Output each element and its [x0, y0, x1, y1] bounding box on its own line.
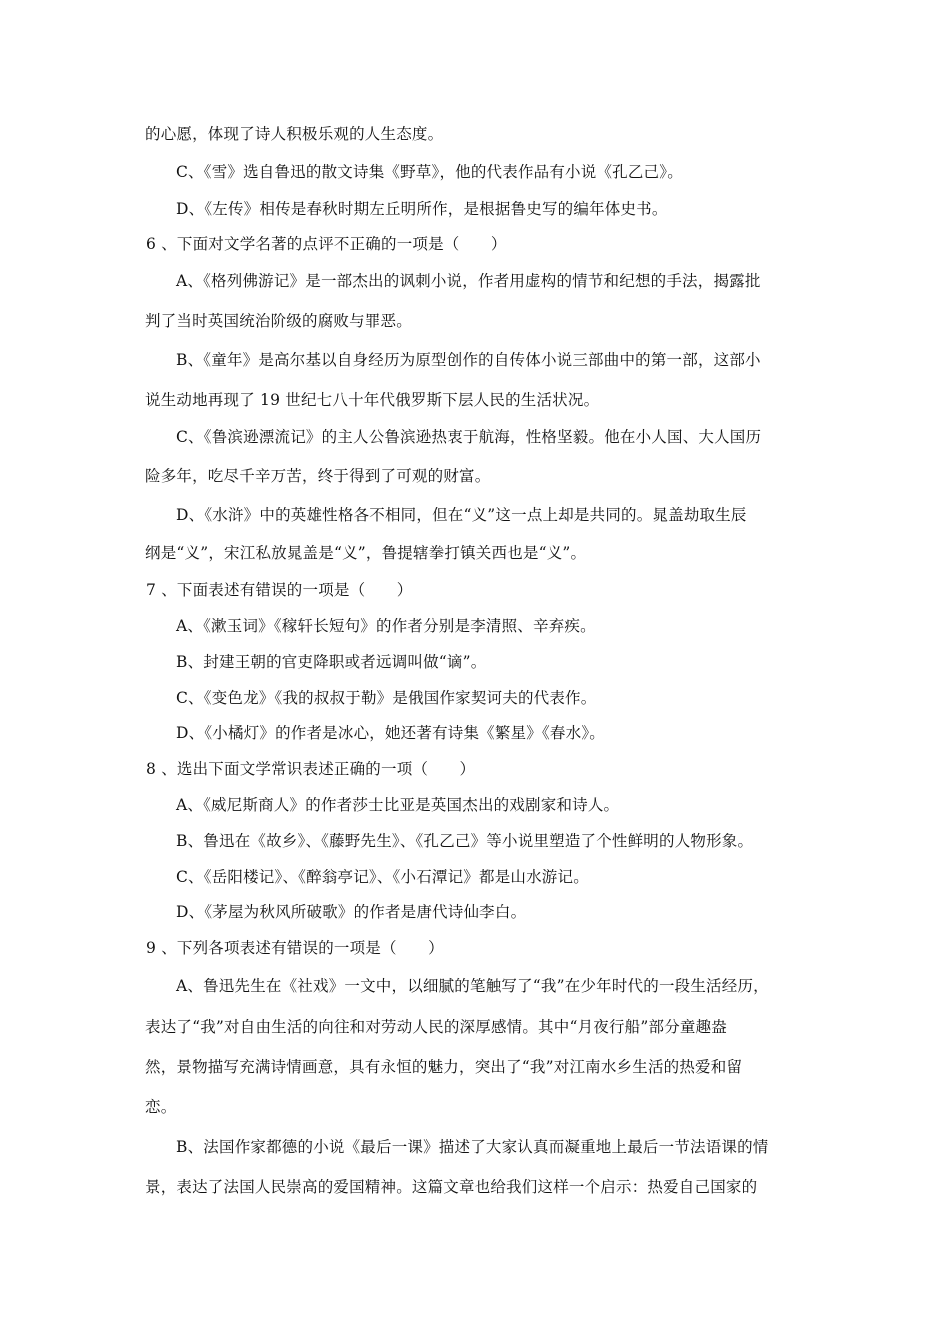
- option-b-q7: B、封建王朝的官吏降职或者远调叫做“谪”。: [176, 653, 487, 671]
- text-line: 然，景物描写充满诗情画意，具有永恒的魅力，突出了“我”对江南水乡生活的热爱和留: [145, 1058, 743, 1076]
- question-8: 8 、选出下面文学常识表述正确的一项（ ）: [146, 760, 476, 778]
- option-a-q8: A、《威尼斯商人》的作者莎士比亚是英国杰出的戏剧家和诗人。: [176, 796, 620, 814]
- text-line: 表达了“我”对自由生活的向往和对劳动人民的深厚感情。其中“月夜行船”部分童趣盎: [145, 1018, 727, 1036]
- option-a-q6: A、《格列佛游记》是一部杰出的讽刺小说，作者用虚构的情节和纪想的手法，揭露批: [176, 272, 761, 290]
- option-a-q7: A、《漱玉词》《稼轩长短句》的作者分别是李清照、辛弃疾。: [176, 617, 596, 635]
- text-line: 纲是“义”，宋江私放晁盖是“义”，鲁提辖拳打镇关西也是“义”。: [145, 544, 587, 562]
- option-c-q8: C、《岳阳楼记》、《醉翁亭记》、《小石潭记》都是山水游记。: [176, 868, 589, 886]
- text-line: 险多年，吃尽千辛万苦，终于得到了可观的财富。: [145, 467, 491, 485]
- option-b-q9: B、法国作家都德的小说《最后一课》描述了大家认真而凝重地上最后一节法语课的情: [176, 1138, 769, 1156]
- option-c-q7: C、《变色龙》《我的叔叔于勒》是俄国作家契诃夫的代表作。: [176, 689, 597, 707]
- option-b-q6: B、《童年》是高尔基以自身经历为原型创作的自传体小说三部曲中的第一部，这部小: [176, 351, 761, 369]
- question-6: 6 、下面对文学名著的点评不正确的一项是（ ）: [146, 235, 507, 253]
- question-9: 9 、下列各项表述有错误的一项是（ ）: [146, 939, 444, 957]
- option-d-q6: D、《水浒》中的英雄性格各不相同，但在“义”这一点上却是共同的。晁盖劫取生辰: [176, 506, 747, 524]
- option-a-q9: A、鲁迅先生在《社戏》一文中，以细腻的笔触写了“我”在少年时代的一段生活经历，: [176, 977, 769, 995]
- option-c-q5: C、《雪》选自鲁迅的散文诗集《野草》，他的代表作品有小说《孔乙己》。: [176, 163, 683, 181]
- option-d-q5: D、《左传》相传是春秋时期左丘明所作，是根据鲁史写的编年体史书。: [176, 200, 668, 218]
- option-c-q6: C、《鲁滨逊漂流记》的主人公鲁滨逊热衷于航海，性格坚毅。他在小人国、大人国历: [176, 428, 762, 446]
- option-d-q7: D、《小橘灯》的作者是冰心，她还著有诗集《繁星》《春水》。: [176, 724, 605, 742]
- text-line: 景，表达了法国人民崇高的爱国精神。这篇文章也给我们这样一个启示：热爱自己国家的: [145, 1178, 758, 1196]
- text-line: 恋。: [145, 1098, 177, 1116]
- text-line: 说生动地再现了 19 世纪七八十年代俄罗斯下层人民的生活状况。: [145, 391, 600, 409]
- option-b-q8: B、鲁迅在《故乡》、《藤野先生》、《孔乙己》等小说里塑造了个性鲜明的人物形象。: [176, 832, 754, 850]
- text-line: 判了当时英国统治阶级的腐败与罪恶。: [145, 312, 412, 330]
- text-line: 的心愿，体现了诗人积极乐观的人生态度。: [145, 125, 444, 143]
- question-7: 7 、下面表述有错误的一项是（ ）: [146, 581, 413, 599]
- option-d-q8: D、《茅屋为秋风所破歌》的作者是唐代诗仙李白。: [176, 903, 527, 921]
